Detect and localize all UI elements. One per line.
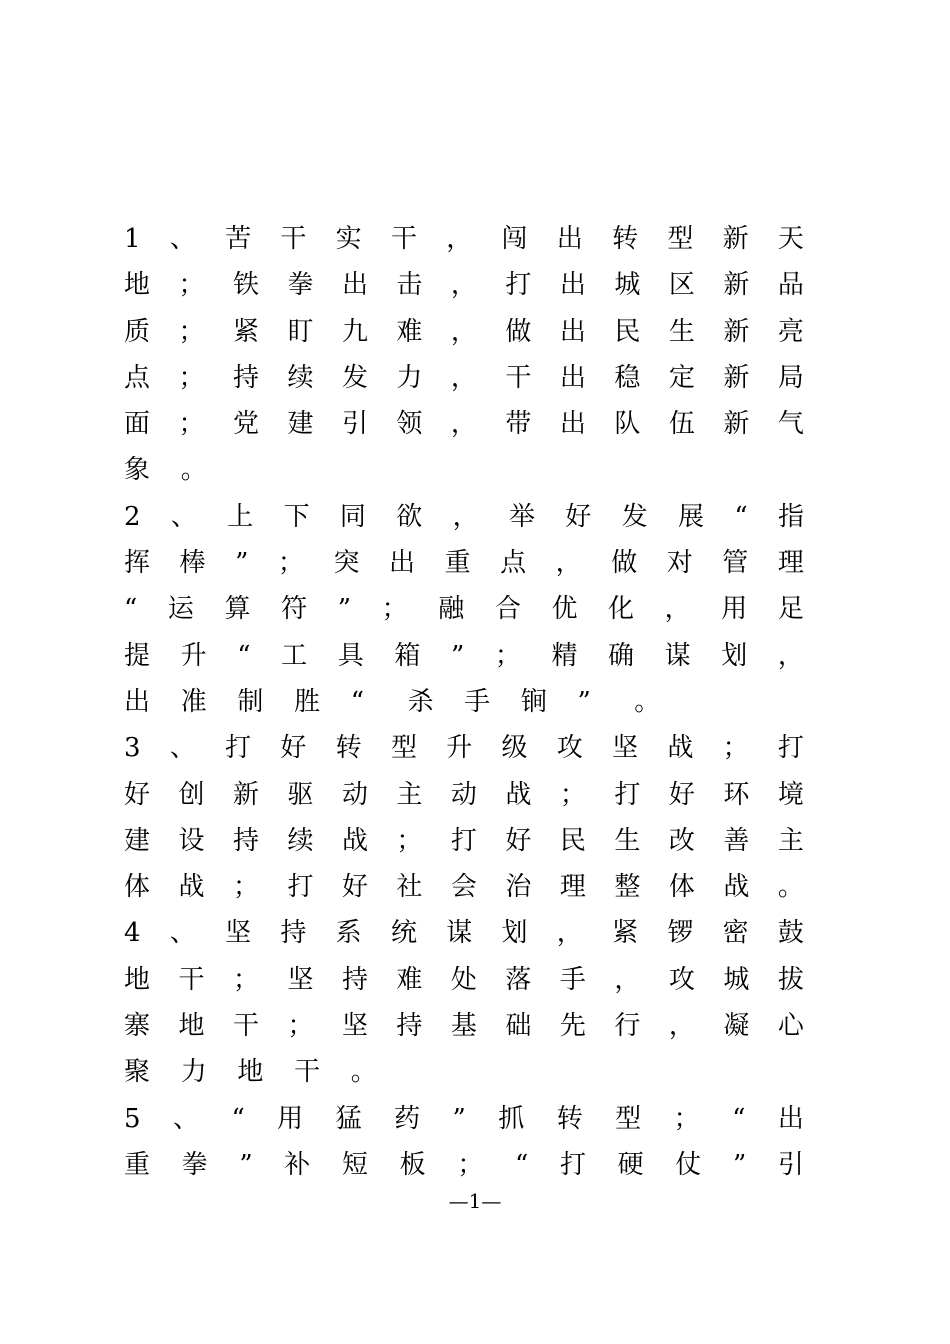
text-char: 型 [615,1103,642,1134]
text-char: 2 [124,501,141,532]
text-char: 城 [723,964,750,995]
text-char: 好 [505,825,532,856]
text-line [124,494,804,540]
text-char: “ [237,640,251,671]
text-char: 紧 [612,918,639,949]
text-char: 落 [505,964,532,995]
text-char: 对 [666,548,693,579]
text-char: 。 [180,455,207,486]
text-char: 突 [333,548,360,579]
text-char: 优 [551,594,578,625]
text-char: 鼓 [777,918,804,949]
text-char: 化 [608,594,635,625]
text-line [124,957,804,1003]
text-char: ； [494,640,521,671]
text-char: 体 [124,872,151,903]
text-char: 上 [227,501,254,532]
text-char: 杀 [407,686,434,717]
text-char: 局 [777,362,804,393]
text-char: 持 [280,918,307,949]
text-char: 生 [668,316,695,347]
text-char: 转 [556,1103,583,1134]
text-char: 打 [614,779,641,810]
text-char: “ [734,501,748,532]
text-char: ； [178,316,205,347]
text-char: 挥 [124,548,151,579]
text-char: 干 [294,1057,321,1088]
text-char: 民 [559,825,586,856]
text-char: 补 [284,1149,311,1180]
text-char: 提 [124,640,151,671]
text-char: ” [235,548,249,579]
text-char: 区 [668,270,695,301]
text-char: 续 [287,825,314,856]
text-char: 药 [394,1103,421,1134]
text-char: ； [381,594,408,625]
text-char: 好 [341,872,368,903]
text-char: 气 [777,409,804,440]
text-char: 下 [283,501,310,532]
text-char: 出 [559,270,586,301]
text-char: 箱 [394,640,421,671]
text-char: 出 [559,316,586,347]
text-char: 盯 [287,316,314,347]
text-char: 型 [390,733,417,764]
text-char: 算 [224,594,251,625]
text-char: 改 [668,825,695,856]
text-char: “ [514,1149,529,1180]
text-char: 拳 [181,1149,208,1180]
text-char: 级 [501,733,528,764]
text-char: 打 [777,733,804,764]
text-char: 打 [287,872,314,903]
text-char: 力 [396,362,423,393]
text-char: 环 [723,779,750,810]
text-char: 1 [124,224,141,254]
text-line [124,1142,804,1188]
text-line [124,540,804,586]
text-char: 设 [178,825,205,856]
text-char: 、 [170,501,197,532]
text-char: 手 [559,964,586,995]
text-line [124,633,804,679]
text-char: 紧 [232,316,259,347]
text-char: ” [239,1149,253,1180]
text-char: 型 [667,224,694,254]
text-char: “ [124,594,138,625]
text-line [124,216,804,262]
text-char: 九 [341,316,368,347]
text-char: “ [350,686,365,717]
text-char: 持 [232,362,259,393]
text-char: “ [732,1103,746,1134]
text-char: ” [577,686,591,717]
text-char: 建 [287,409,314,440]
text-char: 系 [335,918,362,949]
text-char: 出 [389,548,416,579]
text-char: 5 [124,1103,141,1134]
text-char: 领 [396,409,423,440]
text-char: 发 [621,501,648,532]
text-char: 处 [450,964,477,995]
text-line [124,910,804,956]
text-char: 凝 [723,1011,750,1042]
text-char: 稳 [614,362,641,393]
text-char: 主 [396,779,423,810]
text-char: 力 [180,1057,207,1088]
text-char: 动 [450,779,477,810]
text-char: 社 [396,872,423,903]
text-char: ” [337,594,352,625]
text-char: 心 [777,1011,804,1042]
text-char: ” [452,1103,466,1134]
text-char: 会 [450,872,477,903]
text-char: 精 [551,640,578,671]
text-char: 坚 [341,1011,368,1042]
text-char: 持 [341,964,368,995]
text-char: 发 [341,362,368,393]
text-char: 确 [608,640,635,671]
text-char: 战 [341,825,368,856]
text-char: 出 [124,686,151,717]
text-char: 治 [505,872,532,903]
body-text [124,216,804,1188]
text-char: ； [232,872,259,903]
text-char: 行 [614,1011,641,1042]
text-char: 划 [501,918,528,949]
text-line [124,401,804,447]
text-char: 新 [723,409,750,440]
text-char: 战 [667,733,694,764]
text-char: 升 [180,640,207,671]
text-char: 善 [723,825,750,856]
text-char: ， [450,409,477,440]
text-char: 欲 [396,501,423,532]
text-char: 重 [444,548,471,579]
text-char: 好 [124,779,151,810]
text-char: 合 [494,594,521,625]
text-line [124,355,804,401]
text-char: 出 [777,1103,804,1134]
text-char: 续 [287,362,314,393]
text-char: ； [277,548,304,579]
text-char: 面 [124,409,151,440]
text-char: 民 [614,316,641,347]
text-char: 点 [500,548,527,579]
text-char: 出 [559,362,586,393]
text-char: 亮 [777,316,804,347]
text-char: 先 [559,1011,586,1042]
text-char: 主 [777,825,804,856]
text-char: 城 [614,270,641,301]
text-char: ， [614,964,641,995]
text-char: ； [396,825,423,856]
text-char: 驱 [287,779,314,810]
text-char: 坚 [225,918,252,949]
text-char: ； [287,1011,314,1042]
text-char: 苦 [225,224,252,254]
text-char: 打 [559,1149,586,1180]
text-char: 、 [169,918,196,949]
text-char: ， [452,501,479,532]
text-char: 升 [446,733,473,764]
text-char: 手 [464,686,491,717]
text-char: 坚 [287,964,314,995]
text-line [124,679,804,725]
text-char: 实 [335,224,362,254]
text-char: ， [556,918,583,949]
text-char: 。 [777,872,804,903]
text-char: 打 [505,270,532,301]
text-char: 符 [281,594,308,625]
text-char: 。 [350,1057,377,1088]
page-number: —1— [448,1189,502,1213]
text-char: 引 [341,409,368,440]
text-char: 重 [124,1149,151,1180]
text-char: 点 [124,362,151,393]
text-char: 理 [559,872,586,903]
text-char: 理 [777,548,804,579]
text-char: 拳 [287,270,314,301]
text-char: 寨 [124,1011,151,1042]
text-char: 天 [777,224,804,254]
text-char: 难 [396,316,423,347]
text-char: 足 [777,594,804,625]
text-line [124,447,804,493]
text-char: ； [673,1103,700,1134]
text-char: 伍 [668,409,695,440]
text-char: 础 [505,1011,532,1042]
text-char: 具 [337,640,364,671]
text-char: 定 [668,362,695,393]
text-char: 战 [505,779,532,810]
text-char: 打 [450,825,477,856]
text-char: “ [231,1103,245,1134]
text-line [124,1003,804,1049]
text-char: 谋 [446,918,473,949]
text-char: 抓 [498,1103,525,1134]
text-char: ， [450,270,477,301]
text-char: 干 [232,1011,259,1042]
text-char: 用 [277,1103,304,1134]
text-char: 战 [178,872,205,903]
text-line [124,1096,804,1142]
text-char: 猛 [335,1103,362,1134]
text-char: 统 [390,918,417,949]
text-char: 生 [614,825,641,856]
text-char: 准 [180,686,207,717]
text-char: 打 [225,733,252,764]
text-char: 战 [723,872,750,903]
text-char: 棒 [179,548,206,579]
text-char: 击 [396,270,423,301]
text-char: 整 [614,872,641,903]
text-line [124,818,804,864]
text-char: 引 [777,1149,804,1180]
text-char: 地 [178,1011,205,1042]
text-char: 板 [399,1149,426,1180]
text-char: 指 [777,501,804,532]
text-line [124,772,804,818]
text-char: 干 [390,224,417,254]
text-char: 硬 [617,1149,644,1180]
text-char: 、 [172,1103,199,1134]
text-char: 运 [167,594,194,625]
text-char: ， [450,362,477,393]
text-char: ； [457,1149,484,1180]
text-char: 建 [124,825,151,856]
text-char: 地 [237,1057,264,1088]
text-char: 队 [614,409,641,440]
text-char: 好 [565,501,592,532]
text-char: 做 [505,316,532,347]
text-char: ” [732,1149,747,1180]
text-char: 。 [634,686,661,717]
text-char: 聚 [124,1057,151,1088]
text-char: 持 [396,1011,423,1042]
text-char: 、 [169,733,196,764]
text-char: 好 [668,779,695,810]
text-char: 谋 [664,640,691,671]
text-char: ， [446,224,473,254]
text-line [124,586,804,632]
text-char: ， [555,548,582,579]
text-char: ， [668,1011,695,1042]
text-char: 出 [556,224,583,254]
text-line [124,725,804,771]
text-char: 地 [124,964,151,995]
text-char: 体 [668,872,695,903]
text-char: 锣 [667,918,694,949]
text-char: 融 [438,594,465,625]
text-char: 做 [611,548,638,579]
text-char: 攻 [668,964,695,995]
text-char: ， [777,640,804,671]
text-char: 转 [335,733,362,764]
text-char: 短 [341,1149,368,1180]
text-char: 出 [559,409,586,440]
text-char: ； [722,733,749,764]
text-char: ” [450,640,465,671]
text-char: 新 [723,316,750,347]
text-char: 锏 [520,686,547,717]
text-line [124,309,804,355]
text-char: 仗 [675,1149,702,1180]
text-char: ， [450,316,477,347]
text-char: 带 [505,409,532,440]
text-char: ； [178,409,205,440]
text-char: 管 [722,548,749,579]
text-char: 品 [777,270,804,301]
text-char: 好 [280,733,307,764]
text-char: 出 [341,270,368,301]
text-char: 胜 [294,686,321,717]
text-char: 持 [232,825,259,856]
text-char: 党 [232,409,259,440]
text-char: ； [178,362,205,393]
text-char: 境 [777,779,804,810]
text-char: 铁 [232,270,259,301]
text-char: 新 [722,224,749,254]
text-char: 同 [339,501,366,532]
text-char: 新 [232,779,259,810]
text-char: 新 [723,270,750,301]
text-char: ； [178,270,205,301]
text-char: 4 [124,918,141,949]
text-char: 闯 [501,224,528,254]
text-char: 创 [178,779,205,810]
text-char: ， [664,594,691,625]
text-char: 3 [124,733,141,764]
text-char: ； [559,779,586,810]
text-char: 制 [237,686,264,717]
text-char: 动 [341,779,368,810]
text-char: 划 [721,640,748,671]
text-char: ； [232,964,259,995]
text-char: 举 [508,501,535,532]
text-char: 地 [124,270,151,301]
text-char: 拔 [777,964,804,995]
text-char: 干 [178,964,205,995]
text-char: 展 [677,501,704,532]
text-char: 攻 [556,733,583,764]
text-char: 转 [612,224,639,254]
text-char: 干 [280,224,307,254]
text-line [124,1049,804,1095]
text-char: 基 [450,1011,477,1042]
text-char: 坚 [612,733,639,764]
text-char: 工 [281,640,308,671]
text-char: 质 [124,316,151,347]
text-char: 象 [124,455,151,486]
text-char: 、 [169,224,196,254]
text-line [124,864,804,910]
text-char: 密 [722,918,749,949]
text-char: 用 [721,594,748,625]
text-char: 干 [505,362,532,393]
text-line [124,262,804,308]
text-char: 难 [396,964,423,995]
text-char: 新 [723,362,750,393]
